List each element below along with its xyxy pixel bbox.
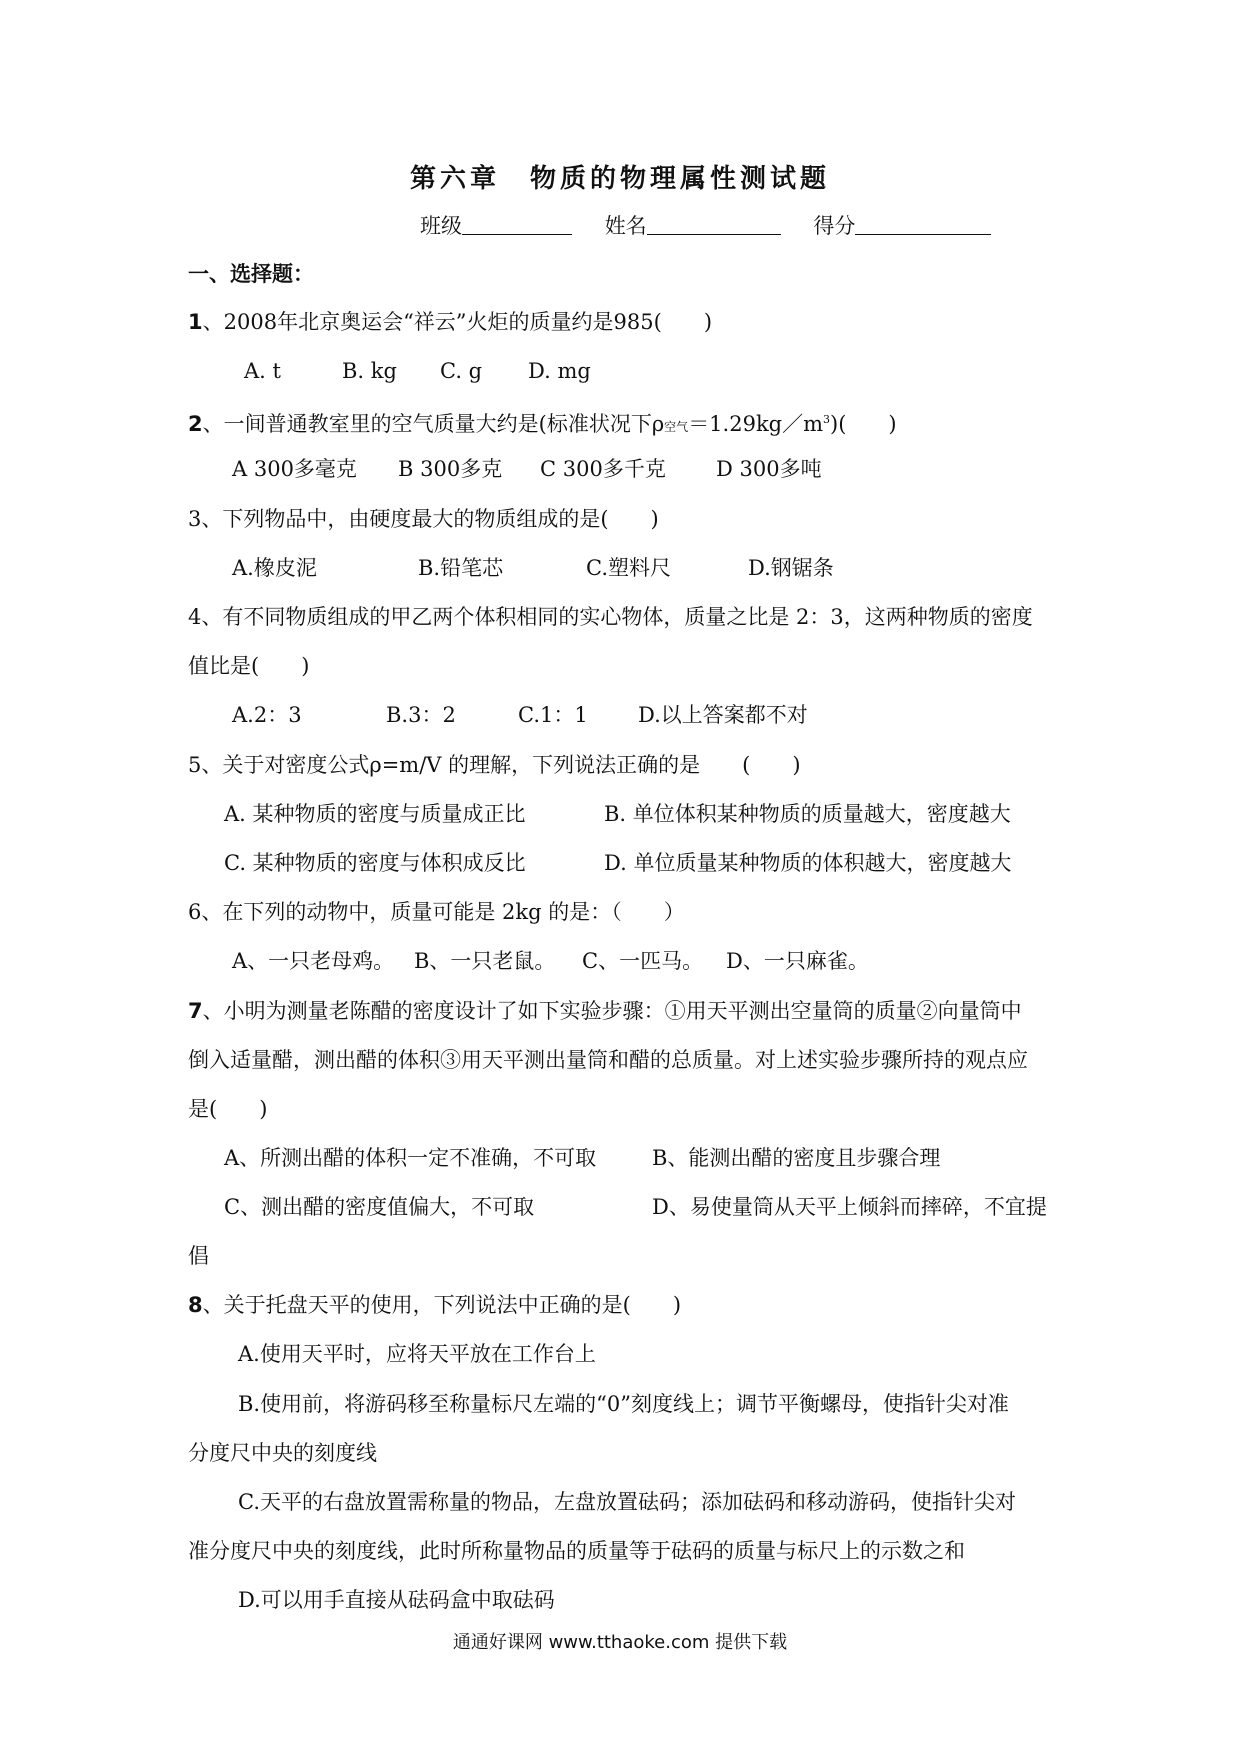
question-7-option-b: B、能测出醋的密度且步骤合理 [652,1146,941,1170]
question-5-option-d: D. 单位质量某种物质的体积越大，密度越大 [604,851,1012,875]
option-d: D.钢锯条 [748,556,834,580]
option-c: C.塑料尺 [586,556,671,580]
question-7-option-c: C、测出醋的密度值偏大，不可取 [224,1195,535,1219]
option-a: A、一只老母鸡。 [232,949,395,973]
question-8-option-b-line-1: B.使用前，将游码移至称量标尺左端的“0”刻度线上；调节平衡螺母，使指针尖对准 [238,1392,1009,1416]
question-8-option-d: D.可以用手直接从砝码盒中取砝码 [238,1588,555,1612]
score-blank [855,214,991,235]
option-a: A.橡皮泥 [232,556,317,580]
question-text: 、小明为测量老陈醋的密度设计了如下实验步骤：①用天平测出空量筒的质量②向量筒中 [202,999,1022,1023]
question-6-options [232,946,869,976]
class-blank [462,214,572,235]
question-5-option-b: B. 单位体积某种物质的质量越大，密度越大 [604,802,1011,826]
question-number: 1 [188,310,203,334]
option-b: B 300多克 [398,457,503,481]
section-heading: 一、选择题： [188,262,314,286]
class-label: 班级 [420,214,462,238]
question-number: 7 [188,999,203,1023]
question-3-options [232,553,834,583]
question-3: 3、下列物品中，由硬度最大的物质组成的是( ) [188,507,659,531]
question-text-3: )( ) [830,412,897,436]
question-1 [188,307,712,337]
question-8-option-a: A.使用天平时，应将天平放在工作台上 [238,1342,596,1366]
question-5-option-a: A. 某种物质的密度与质量成正比 [224,802,526,826]
question-5: 5、关于对密度公式ρ=m/V 的理解，下列说法正确的是 ( ) [188,753,801,777]
question-7-line-2: 倒入适量醋，测出醋的体积③用天平测出量筒和醋的总质量。对上述实验步骤所持的观点应 [188,1048,1028,1072]
question-1-options [244,356,591,386]
question-7-option-a: A、所测出醋的体积一定不准确，不可取 [224,1146,597,1170]
question-4-options [232,700,808,730]
question-4-line-1: 4、有不同物质组成的甲乙两个体积相同的实心物体，质量之比是 2：3，这两种物质的密度 [188,605,1033,629]
question-7-line-1 [188,996,1022,1026]
question-6: 6、在下列的动物中，质量可能是 2kg 的是：（ ） [188,900,685,924]
question-4-line-2: 值比是( ) [188,654,310,678]
question-text: 、关于托盘天平的使用，下列说法中正确的是( ) [202,1293,682,1317]
student-info-row [420,210,1017,240]
option-d: D. mg [528,359,591,383]
option-b: B. kg [342,359,397,383]
question-number: 8 [188,1293,203,1317]
question-2 [188,405,897,442]
option-c: C. g [440,359,483,383]
question-5-option-c: C. 某种物质的密度与体积成反比 [224,851,526,875]
question-text: 、一间普通教室里的空气质量大约是(标准状况下ρ [202,412,665,436]
question-7-line-3: 是( ) [188,1097,268,1121]
rho-subscript: 空气 [664,420,689,434]
option-b: B.铅笔芯 [418,556,504,580]
question-number: 2 [188,412,203,436]
page-footer: 通通好课网 www.tthaoke.com 提供下载 [452,1632,788,1653]
option-b: B.3：2 [386,703,456,727]
question-8-option-b-line-2: 分度尺中央的刻度线 [188,1441,377,1465]
unit-superscript: 3 [823,413,831,426]
option-c: C 300多千克 [540,457,666,481]
option-d: D 300多吨 [716,457,822,481]
option-a: A. t [244,359,281,383]
option-a: A.2：3 [232,703,302,727]
question-2-options [232,454,822,484]
question-8 [188,1290,681,1320]
name-blank [647,214,781,235]
score-label: 得分 [813,214,856,238]
option-d: D.以上答案都不对 [638,703,808,727]
name-field [605,210,781,240]
question-text: 、2008年北京奥运会“祥云”火炬的质量约是985( ) [202,310,713,334]
question-text-2: ＝1.29kg／m [688,412,824,436]
name-label: 姓名 [604,214,647,238]
option-d: D、一只麻雀。 [726,949,869,973]
option-c: C、一匹马。 [582,949,704,973]
class-field [420,210,572,240]
score-field [813,210,991,240]
question-7-option-d: D、易使量筒从天平上倾斜而摔碎，不宜提 [652,1195,1047,1219]
option-b: B、一只老鼠。 [414,949,556,973]
option-c: C.1：1 [518,703,588,727]
page-title: 第六章 物质的物理属性测试题 [409,164,830,194]
question-8-option-c-line-2: 准分度尺中央的刻度线，此时所称量物品的质量等于砝码的质量与标尺上的示数之和 [188,1539,965,1563]
question-7-option-d-wrap: 倡 [188,1244,209,1268]
question-8-option-c-line-1: C.天平的右盘放置需称量的物品，左盘放置砝码；添加砝码和移动游码，使指针尖对 [238,1490,1016,1514]
option-a: A 300多毫克 [232,457,357,481]
